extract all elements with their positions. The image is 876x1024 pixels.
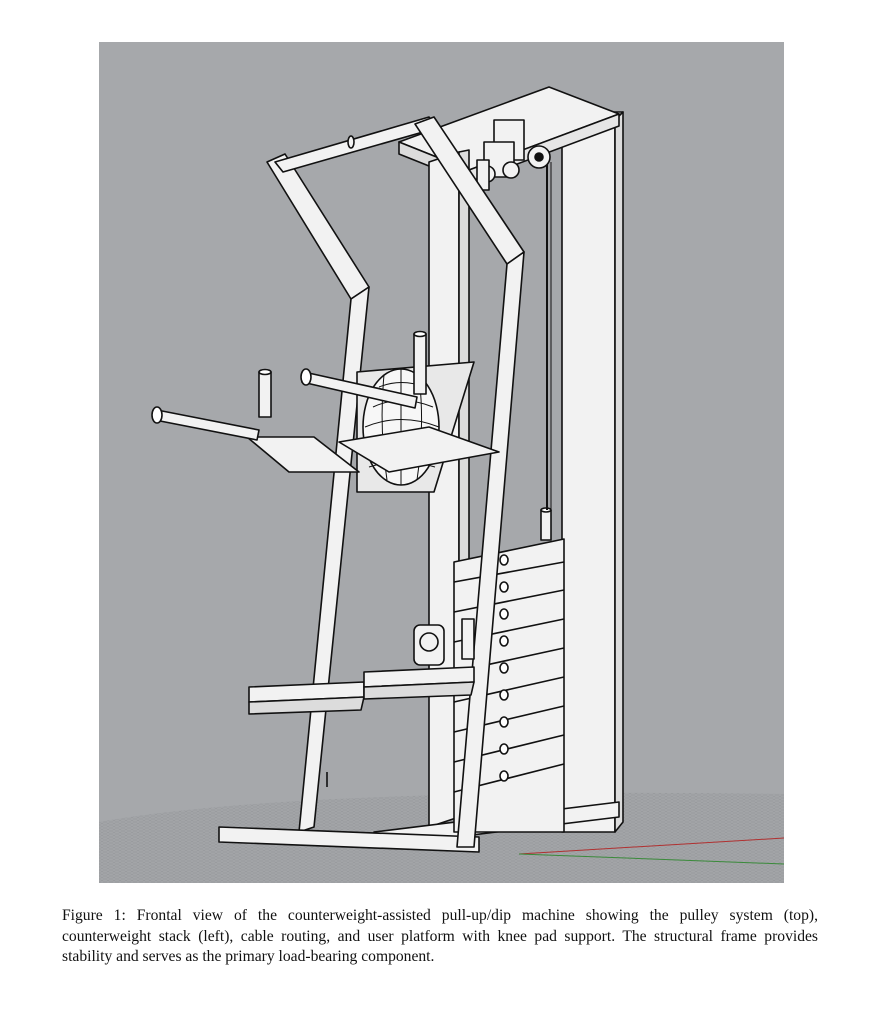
figure-label: Figure 1: (62, 907, 126, 924)
figure-image (99, 42, 784, 883)
figure-caption-text: Frontal view of the counterweight-assisted pull-up/dip machine showing the pulley system (top), counterweight stack (left), cable routing, and user platform with knee pad support. The structural frame provides stability and serves as the primary load-bearing component. (62, 907, 818, 965)
foot-platform-left (249, 682, 364, 714)
foot-platform-right (364, 667, 474, 699)
figure-caption (62, 906, 818, 968)
machine-render (99, 42, 784, 883)
